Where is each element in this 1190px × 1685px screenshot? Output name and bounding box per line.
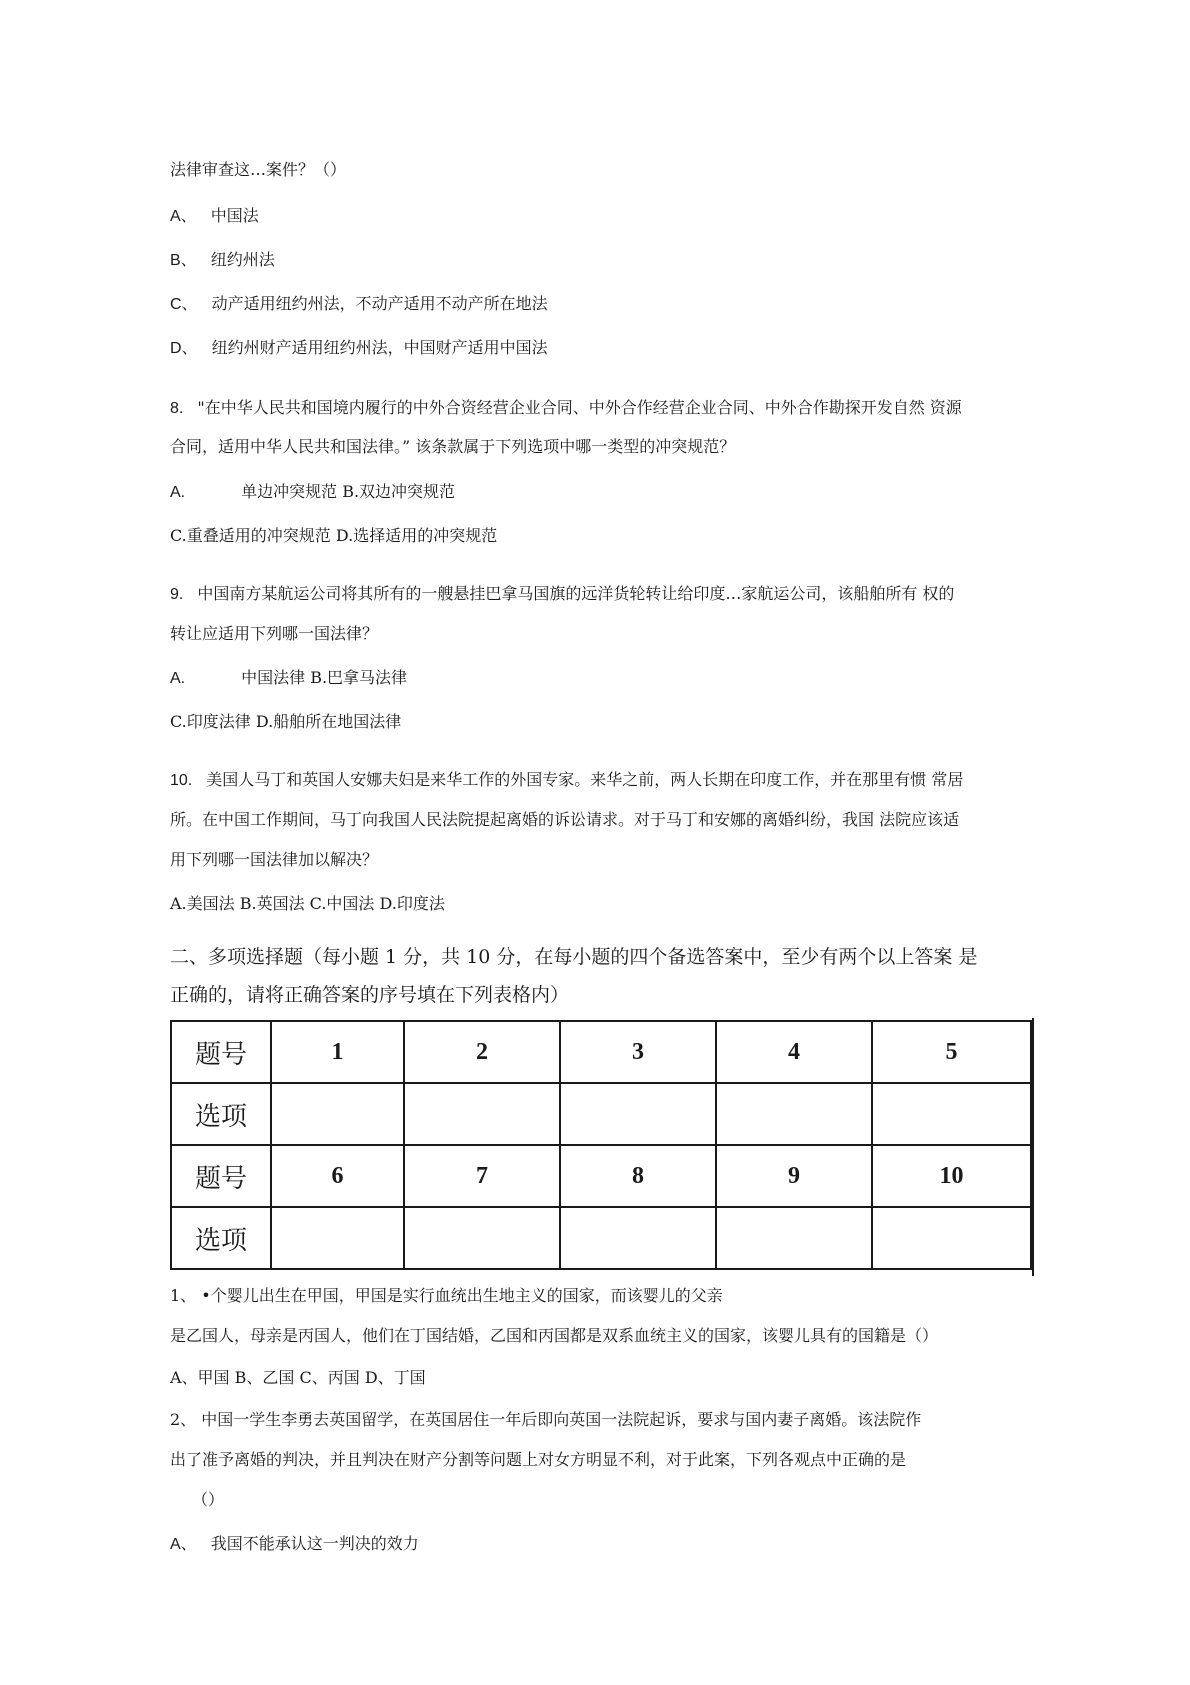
row-header: 选项 [171, 1083, 271, 1145]
option-label: A. [170, 484, 186, 501]
question-9 [170, 584, 954, 605]
answer-cell[interactable] [872, 1083, 1031, 1145]
table-right-edge [1032, 1018, 1034, 1276]
question-8 [170, 398, 962, 419]
multi-question-2-option-a [170, 1534, 419, 1555]
option-label: A. [170, 670, 186, 687]
row-header: 选项 [171, 1207, 271, 1269]
table-row [171, 1021, 1031, 1083]
section-heading-line-2: 正确的，请将正确答案的序号填在下列表格内） [170, 984, 570, 1006]
answer-cell[interactable] [404, 1083, 560, 1145]
option-text: 中国法律 B.巴拿马法律 [241, 668, 408, 687]
answer-cell[interactable] [872, 1207, 1031, 1269]
question-number-cell: 10 [872, 1145, 1031, 1207]
question-number-cell: 2 [404, 1021, 560, 1083]
option-text: 纽约州财产适用纽约州法，中国财产适用中国法 [211, 338, 548, 357]
q7-option-a [170, 206, 259, 227]
q7-option-b [170, 250, 275, 271]
option-label: A、 [170, 208, 197, 225]
row-header: 题号 [171, 1021, 271, 1083]
question-number-cell: 7 [404, 1145, 560, 1207]
question-10 [170, 770, 963, 791]
question-number: 8. [170, 400, 184, 417]
table-row [171, 1083, 1031, 1145]
question-7-continuation: 法律审查这…案件？（） [170, 160, 347, 179]
multi-question-2: 2、 中国一学生李勇去英国留学，在英国居住一年后即向英国一法院起诉，要求与国内妻子离婚。该法院作 [170, 1410, 922, 1429]
multi-question-1: 1、 •个婴儿出生在甲国，甲国是实行血统出生地主义的国家，而该婴儿的父亲 [170, 1286, 723, 1305]
q10-options: A.美国法 B.英国法 C.中国法 D.印度法 [170, 894, 445, 913]
answer-cell[interactable] [716, 1083, 872, 1145]
option-label: B、 [170, 252, 197, 269]
question-number-cell: 3 [560, 1021, 716, 1083]
q7-option-d [170, 338, 548, 359]
option-label: D、 [170, 340, 198, 357]
answer-cell[interactable] [716, 1207, 872, 1269]
question-number: 10. [170, 772, 193, 789]
option-text: 单边冲突规范 B.双边冲突规范 [241, 482, 456, 501]
multi-question-1-options: A、甲国 B、乙国 C、丙国 D、丁国 [170, 1368, 426, 1387]
question-text: 美国人马丁和英国人安娜夫妇是来华工作的外国专家。来华之前，两人长期在印度工作，并在那里有惯 常居 [206, 770, 964, 789]
answer-table [170, 1020, 1032, 1270]
option-text: 我国不能承认这一判决的效力 [210, 1534, 419, 1553]
option-text: 动产适用纽约州法，不动产适用不动产所在地法 [211, 294, 548, 313]
question-number: 9. [170, 586, 184, 603]
question-number-cell: 4 [716, 1021, 872, 1083]
answer-cell[interactable] [560, 1083, 716, 1145]
multi-question-1-line-2: 是乙国人，母亲是丙国人，他们在丁国结婚，乙国和丙国都是双系血统主义的国家，该婴儿具有的国籍是（） [170, 1326, 939, 1345]
q9-options-ab [170, 668, 407, 689]
section-heading: 二、多项选择题（每小题 1 分，共 10 分，在每小题的四个备选答案中，至少有两个以上答案 是 [170, 946, 978, 968]
answer-cell[interactable] [271, 1207, 404, 1269]
q9-options-cd: C.印度法律 D.船舶所在地国法律 [170, 712, 402, 731]
option-label: A、 [170, 1536, 197, 1553]
question-10-line-3: 用下列哪一国法律加以解决？ [170, 850, 379, 869]
question-10-line-2: 所。在中国工作期间，马丁向我国人民法院提起离婚的诉讼请求。对于马丁和安娜的离婚纠纷，我国 法院应该适 [170, 810, 960, 829]
question-number-cell: 8 [560, 1145, 716, 1207]
option-text: 中国法 [210, 206, 259, 225]
q7-option-c [170, 294, 548, 315]
row-header: 题号 [171, 1145, 271, 1207]
table-row [171, 1207, 1031, 1269]
question-number-cell: 5 [872, 1021, 1031, 1083]
multi-question-2-blank: （） [192, 1490, 225, 1509]
table-row [171, 1145, 1031, 1207]
option-label: C、 [170, 296, 198, 313]
q8-options-cd: C.重叠适用的冲突规范 D.选择适用的冲突规范 [170, 526, 498, 545]
question-number-cell: 1 [271, 1021, 404, 1083]
answer-cell[interactable] [271, 1083, 404, 1145]
q8-options-ab [170, 482, 455, 503]
question-9-line-2: 转让应适用下列哪一国法律？ [170, 624, 379, 643]
answer-cell[interactable] [560, 1207, 716, 1269]
multi-question-2-line-2: 出了准予离婚的判决，并且判决在财产分割等问题上对女方明显不利，对于此案，下列各观点中正确的是 [170, 1450, 907, 1469]
question-text: 中国南方某航运公司将其所有的一艘悬挂巴拿马国旗的远洋货轮转让给印度…家航运公司，该船舶所有 权的 [197, 584, 955, 603]
answer-cell[interactable] [404, 1207, 560, 1269]
question-text: "在中华人民共和国境内履行的中外合资经营企业合同、中外合作经营企业合同、中外合作勘探开发自然 资源 [197, 398, 962, 417]
question-number-cell: 9 [716, 1145, 872, 1207]
question-number-cell: 6 [271, 1145, 404, 1207]
option-text: 纽约州法 [210, 250, 275, 269]
question-8-line-2: 合同，适用中华人民共和国法律。” 该条款属于下列选项中哪一类型的冲突规范？ [170, 437, 736, 456]
